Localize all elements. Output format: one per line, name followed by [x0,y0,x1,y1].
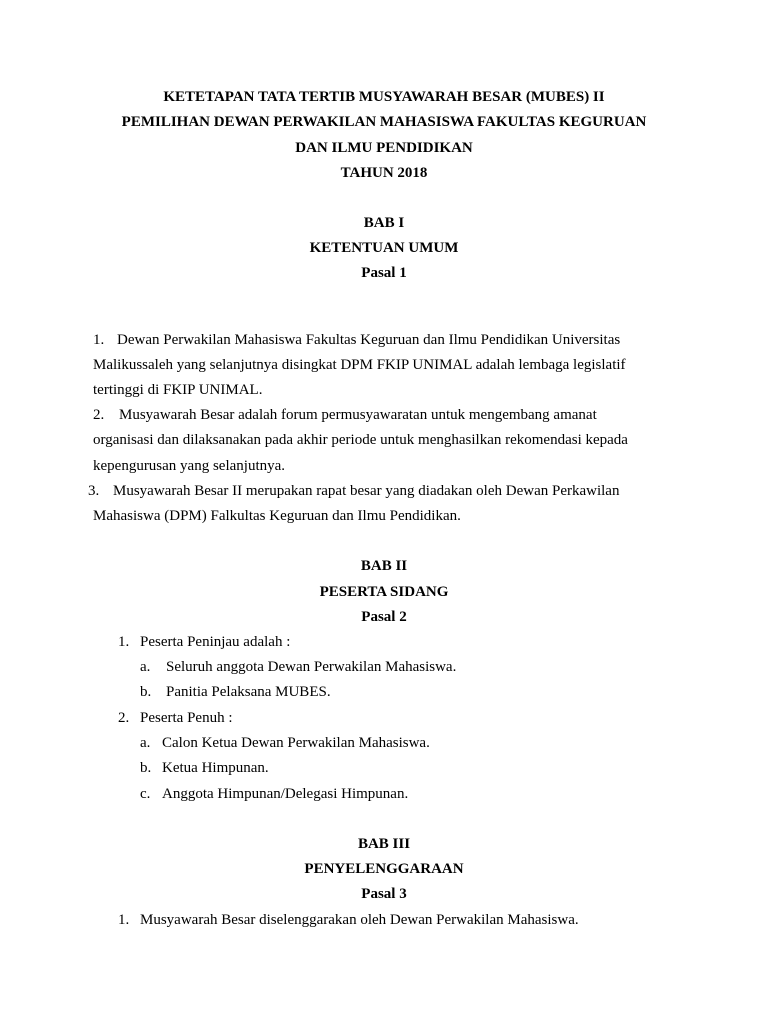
bab2-item-2-sub-b-text: Ketua Himpunan. [162,760,269,776]
bab2-item-1-sub-a-letter: a. [140,659,151,675]
bab2-item-1-text: Peserta Peninjau adalah : [140,634,291,650]
bab3-item-1-text: Musyawarah Besar diselenggarakan oleh Dewan Perwakilan Mahasiswa. [140,912,579,928]
bab3-subheading: PENYELENGGARAAN [304,861,464,877]
doc-title-year: TAHUN 2018 [340,165,428,181]
bab2-item-2-sub-c-text: Anggota Himpunan/Delegasi Himpunan. [162,786,409,802]
bab2-pasal: Pasal 2 [361,609,407,625]
bab2-subheading: PESERTA SIDANG [319,584,449,600]
bab1-item-2-line-3: kepengurusan yang selanjutnya. [93,458,286,474]
doc-title-line-1: KETETAPAN TATA TERTIB MUSYAWARAH BESAR (MUBES) II [163,89,605,105]
bab1-item-3-number: 3. [88,483,100,499]
bab1-item-1-line-1: Dewan Perwakilan Mahasiswa Fakultas Keguruan dan Ilmu Pendidikan Universitas [117,332,621,348]
bab2-item-1-sub-b-letter: b. [140,684,152,700]
bab1-item-1-line-3: tertinggi di FKIP UNIMAL. [93,382,263,398]
bab2-item-1-number: 1. [118,634,130,650]
bab3-pasal: Pasal 3 [361,886,407,902]
bab2-item-2-number: 2. [118,710,130,726]
bab1-heading: BAB I [363,215,405,231]
bab1-item-3-line-1: Musyawarah Besar II merupakan rapat besar yang diadakan oleh Dewan Perkawilan [113,483,620,499]
bab2-item-2-sub-c-letter: c. [140,786,151,802]
bab1-item-3-line-2: Mahasiswa (DPM) Falkultas Keguruan dan Ilmu Pendidikan. [93,508,461,524]
bab2-item-2-sub-b-letter: b. [140,760,152,776]
bab1-subheading: KETENTUAN UMUM [309,240,459,256]
bab1-item-2-line-2: organisasi dan dilaksanakan pada akhir periode untuk menghasilkan rekomendasi kepada [93,432,628,448]
doc-title-line-3: DAN ILMU PENDIDIKAN [295,140,473,156]
bab3-heading: BAB III [357,836,411,852]
bab2-item-2-sub-a-letter: a. [140,735,151,751]
bab2-heading: BAB II [360,558,408,574]
bab1-pasal: Pasal 1 [361,265,407,281]
bab2-item-1-sub-a-text: Seluruh anggota Dewan Perwakilan Mahasiswa. [166,659,457,675]
bab3-item-1-number: 1. [118,912,130,928]
bab1-item-1-line-2: Malikussaleh yang selanjutnya disingkat DPM FKIP UNIMAL adalah lembaga legislatif [93,357,626,373]
bab2-item-2-text: Peserta Penuh : [140,710,233,726]
bab1-item-2-number: 2. [93,407,105,423]
bab1-item-1-number: 1. [93,332,105,348]
bab1-item-2-line-1: Musyawarah Besar adalah forum permusyawaratan untuk mengembang amanat [119,407,597,423]
bab2-item-1-sub-b-text: Panitia Pelaksana MUBES. [166,684,331,700]
doc-title-line-2: PEMILIHAN DEWAN PERWAKILAN MAHASISWA FAKULTAS KEGURUAN [121,114,647,130]
bab2-item-2-sub-a-text: Calon Ketua Dewan Perwakilan Mahasiswa. [162,735,430,751]
